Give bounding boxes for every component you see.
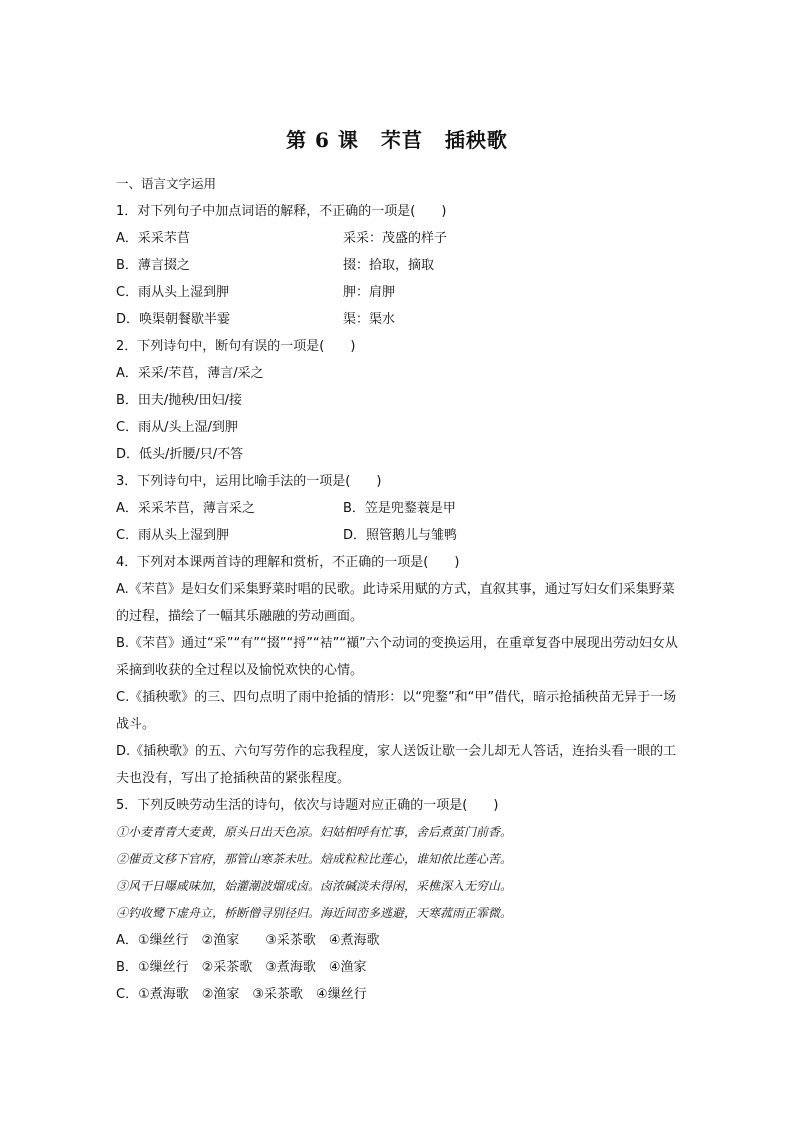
poem-excerpt-4: ④钓收鹭下虚舟立，桥断僧寻别径归。海近间峦多逃避，天寒菰雨正霏微。: [116, 906, 513, 920]
option-text: D．唤渠朝餐歇半霎: [116, 312, 231, 327]
poem-excerpt-3: ③风干日曝咸味加，始灌潮波熘成卤。卤浓碱淡未得闲，采樵深入无穷山。: [116, 879, 513, 893]
option-text: A．采采芣苢: [116, 231, 190, 246]
question-2-option-d: D．低头/折腰/只/不答: [116, 447, 244, 462]
question-5-stem: 5．下列反映劳动生活的诗句，依次与诗题对应正确的一项是( ): [116, 798, 499, 813]
question-5-option-c: C．①煮海歌 ②渔家 ③采茶歌 ④缫丝行: [116, 987, 367, 1002]
question-1-option: [116, 252, 681, 279]
question-1-option: [116, 306, 681, 333]
option-a: A．采采芣苢，薄言采之: [116, 501, 255, 516]
question-2-stem: 2．下列诗句中，断句有误的一项是( ): [116, 339, 356, 354]
poem-title-1: 芣苢: [380, 128, 423, 152]
question-5-option-b: B．①缫丝行 ②采茶歌 ③煮海歌 ④渔家: [116, 960, 367, 975]
lesson-number: 第 6 课: [286, 128, 359, 152]
option-text: B．薄言掇之: [116, 258, 190, 273]
question-4-option-b: B.《芣苢》通过“采”“有”“掇”“捋”“袺”“襭”六个动词的变换运用，在重章复沓中展现出劳动妇女从采摘到收获的全过程以及愉悦欢快的心情。: [116, 636, 678, 678]
question-3-options-row: [116, 522, 681, 549]
option-explanation: 采采：茂盛的样子: [343, 231, 448, 246]
poem-excerpt-1: ①小麦青青大麦黄，原头日出天色凉。妇姑相呼有忙事，舍后煮茧门前香。: [116, 825, 513, 839]
option-b: B．笠是兜鍪蓑是甲: [343, 501, 456, 516]
question-1-stem: 1．对下列句子中加点词语的解释，不正确的一项是( ): [116, 204, 447, 219]
poem-excerpt-2: ②催贡文移下官府，那管山寒茶未吐。焙成粒粒比莲心，谁知侬比莲心苦。: [116, 852, 513, 866]
question-4-stem: 4．下列对本课两首诗的理解和赏析，不正确的一项是( ): [116, 555, 460, 570]
question-1-option: [116, 279, 681, 306]
option-explanation: 掇：拾取，摘取: [343, 258, 435, 273]
question-4-option-d: D.《插秧歌》的五、六句写劳作的忘我程度，家人送饭让歇一会儿却无人答话，连抬头看一眼的工夫也没有，写出了抢插秧苗的紧张程度。: [116, 744, 677, 786]
question-1-option: [116, 225, 681, 252]
question-2-option-a: A．采采/芣苢，薄言/采之: [116, 366, 264, 381]
question-3-stem: 3．下列诗句中，运用比喻手法的一项是( ): [116, 474, 382, 489]
question-5-option-a: A．①缫丝行 ②渔家 ③采茶歌 ④煮海歌: [116, 933, 380, 948]
option-explanation: 渠：渠水: [343, 312, 396, 327]
question-4-option-a: A.《芣苢》是妇女们采集野菜时唱的民歌。此诗采用赋的方式，直叙其事，通过写妇女们采集野菜的过程，描绘了一幅其乐融融的劳动画面。: [116, 582, 675, 624]
page-title: [0, 124, 794, 153]
option-d: D．照管鹅儿与雏鸭: [343, 528, 458, 543]
question-3-options-row: [116, 495, 681, 522]
poem-title-2: 插秧歌: [444, 128, 508, 152]
option-c: C．雨从头上湿到胛: [116, 528, 230, 543]
option-explanation: 胛：肩胛: [343, 285, 396, 300]
question-4-option-c: C.《插秧歌》的三、四句点明了雨中抢插的情形：以“兜鍪”和“甲”借代，暗示抢插秧苗无异于一场战斗。: [116, 690, 677, 732]
option-text: C．雨从头上湿到胛: [116, 285, 230, 300]
question-2-option-b: B．田夫/抛秧/田妇/接: [116, 393, 243, 408]
section-heading: 一、语言文字运用: [116, 176, 217, 191]
question-2-option-c: C．雨从/头上湿/到胛: [116, 420, 238, 435]
questions: [116, 198, 681, 1008]
